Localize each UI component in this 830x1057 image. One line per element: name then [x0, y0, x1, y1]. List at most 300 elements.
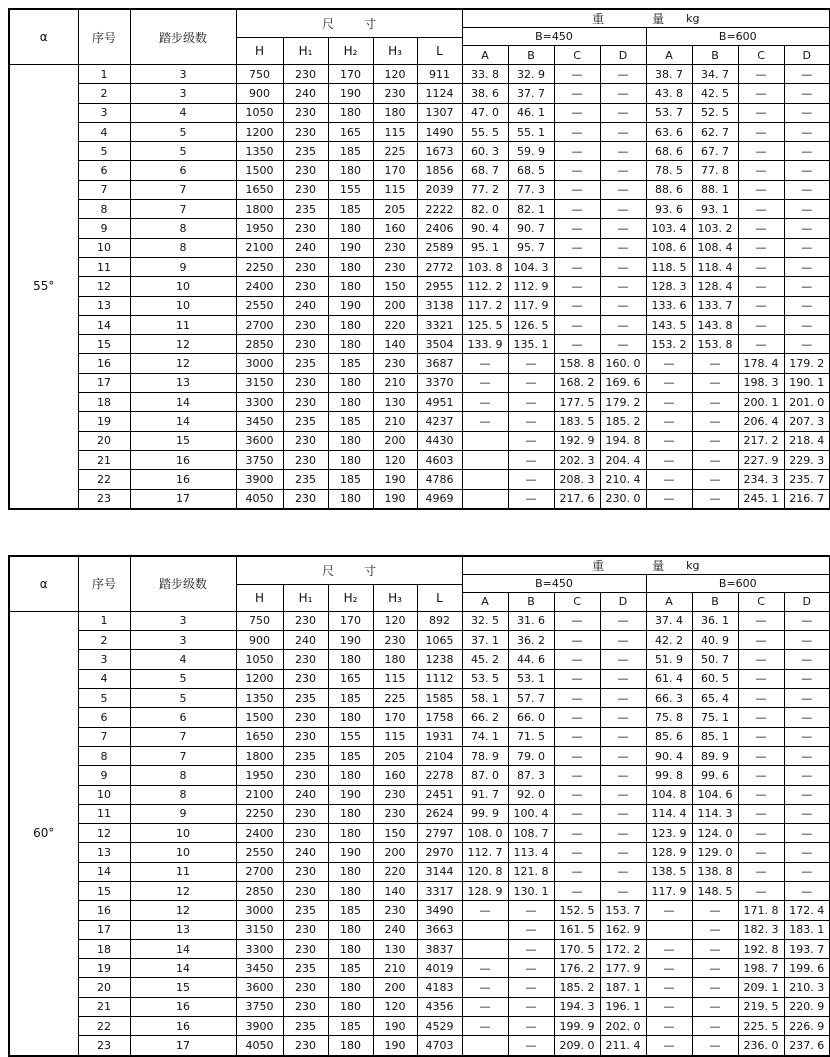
cell-b450-C: — — [554, 200, 600, 219]
cell-b600-C: — — [738, 277, 784, 296]
cell-H2: 180 — [328, 489, 373, 509]
cell-L: 2222 — [417, 200, 462, 219]
table-row — [9, 631, 830, 650]
cell-H3: 230 — [373, 631, 417, 650]
cell-H1: 230 — [283, 997, 328, 1016]
cell-H1: 230 — [283, 122, 328, 141]
cell-H: 1200 — [236, 122, 283, 141]
cell-b450-D: — — [600, 315, 646, 334]
cell-H: 3000 — [236, 354, 283, 373]
cell-steps: 5 — [130, 669, 236, 688]
col-header-b450-C: C — [554, 46, 600, 65]
cell-b450-C: 161. 5 — [554, 920, 600, 939]
cell-b600-D: — — [784, 785, 830, 804]
cell-b450-A: 133. 9 — [462, 335, 508, 354]
cell-H3: 120 — [373, 611, 417, 630]
cell-b450-B: 108. 7 — [508, 824, 554, 843]
cell-H2: 180 — [328, 257, 373, 276]
cell-H: 3450 — [236, 412, 283, 431]
cell-b600-C: 171. 8 — [738, 901, 784, 920]
cell-H1: 230 — [283, 393, 328, 412]
table-row — [9, 296, 830, 315]
cell-steps: 14 — [130, 939, 236, 958]
cell-H1: 240 — [283, 631, 328, 650]
cell-H: 3300 — [236, 393, 283, 412]
cell-b600-C: — — [738, 122, 784, 141]
cell-H: 2100 — [236, 785, 283, 804]
cell-b600-A: 85. 6 — [646, 727, 692, 746]
cell-seq: 1 — [78, 611, 130, 630]
cell-b600-D: — — [784, 180, 830, 199]
group-header-b600: B=600 — [646, 574, 830, 592]
cell-b450-C: — — [554, 708, 600, 727]
col-header-b450-D: D — [600, 592, 646, 611]
cell-steps: 13 — [130, 920, 236, 939]
cell-b450-C: — — [554, 65, 600, 84]
cell-b600-C: 192. 8 — [738, 939, 784, 958]
cell-b450-B: 92. 0 — [508, 785, 554, 804]
cell-b450-A — [462, 1036, 508, 1056]
table-row — [9, 824, 830, 843]
cell-L: 2451 — [417, 785, 462, 804]
cell-b600-C: — — [738, 689, 784, 708]
cell-H: 2100 — [236, 238, 283, 257]
cell-L: 4703 — [417, 1036, 462, 1056]
cell-b600-C: — — [738, 142, 784, 161]
table-row — [9, 450, 830, 469]
cell-H1: 230 — [283, 611, 328, 630]
cell-b600-A: — — [646, 939, 692, 958]
cell-b600-D: 210. 3 — [784, 978, 830, 997]
cell-H3: 230 — [373, 901, 417, 920]
cell-b450-A — [462, 450, 508, 469]
table-row — [9, 103, 830, 122]
cell-steps: 8 — [130, 766, 236, 785]
cell-b450-B: — — [508, 431, 554, 450]
cell-b450-C: 158. 8 — [554, 354, 600, 373]
cell-steps: 9 — [130, 804, 236, 823]
cell-H2: 190 — [328, 785, 373, 804]
col-header-b450-A: A — [462, 592, 508, 611]
cell-H1: 230 — [283, 727, 328, 746]
cell-b450-D: — — [600, 142, 646, 161]
cell-H3: 240 — [373, 920, 417, 939]
cell-b450-C: — — [554, 727, 600, 746]
cell-H1: 235 — [283, 689, 328, 708]
cell-H: 2400 — [236, 824, 283, 843]
cell-b600-B: 133. 7 — [692, 296, 738, 315]
cell-H1: 235 — [283, 200, 328, 219]
cell-steps: 16 — [130, 997, 236, 1016]
cell-H3: 120 — [373, 450, 417, 469]
cell-H: 3900 — [236, 470, 283, 489]
cell-H3: 230 — [373, 257, 417, 276]
cell-L: 892 — [417, 611, 462, 630]
cell-b450-B: — — [508, 939, 554, 958]
cell-b600-B: 148. 5 — [692, 881, 738, 900]
cell-b600-C: 198. 7 — [738, 959, 784, 978]
cell-b450-A: 128. 9 — [462, 881, 508, 900]
cell-seq: 18 — [78, 393, 130, 412]
cell-H3: 115 — [373, 727, 417, 746]
cell-steps: 11 — [130, 862, 236, 881]
cell-steps: 14 — [130, 412, 236, 431]
cell-b600-A: 153. 2 — [646, 335, 692, 354]
cell-b450-B: — — [508, 997, 554, 1016]
cell-b600-A: 66. 3 — [646, 689, 692, 708]
table-row — [9, 257, 830, 276]
cell-b600-C: — — [738, 650, 784, 669]
cell-b600-B: 128. 4 — [692, 277, 738, 296]
cell-b600-B: — — [692, 1036, 738, 1056]
cell-b600-A: 128. 3 — [646, 277, 692, 296]
table-row — [9, 804, 830, 823]
cell-b600-C: 198. 3 — [738, 373, 784, 392]
cell-b450-B: 57. 7 — [508, 689, 554, 708]
cell-seq: 16 — [78, 354, 130, 373]
cell-H3: 200 — [373, 843, 417, 862]
cell-b450-B: 44. 6 — [508, 650, 554, 669]
cell-H2: 155 — [328, 180, 373, 199]
table-row — [9, 393, 830, 412]
cell-H1: 240 — [283, 238, 328, 257]
cell-H: 3450 — [236, 959, 283, 978]
table-row — [9, 997, 830, 1016]
cell-b450-A: 58. 1 — [462, 689, 508, 708]
cell-b450-A: — — [462, 1017, 508, 1036]
cell-H2: 180 — [328, 219, 373, 238]
group-header-weight — [462, 556, 830, 575]
table-row — [9, 277, 830, 296]
cell-b450-C: 185. 2 — [554, 978, 600, 997]
cell-L: 3504 — [417, 335, 462, 354]
cell-H3: 220 — [373, 315, 417, 334]
cell-b450-A: 117. 2 — [462, 296, 508, 315]
cell-b450-A: — — [462, 412, 508, 431]
cell-H3: 220 — [373, 862, 417, 881]
cell-L: 1758 — [417, 708, 462, 727]
table-row — [9, 881, 830, 900]
cell-steps: 15 — [130, 978, 236, 997]
table-row — [9, 315, 830, 334]
cell-H: 1800 — [236, 200, 283, 219]
col-header-b600-C: C — [738, 46, 784, 65]
cell-b600-A: 138. 5 — [646, 862, 692, 881]
alpha-value: 60° — [9, 611, 78, 1055]
header-row — [9, 556, 830, 575]
cell-L: 4183 — [417, 978, 462, 997]
cell-b600-C: — — [738, 843, 784, 862]
cell-b600-B: 42. 5 — [692, 84, 738, 103]
table-row — [9, 1036, 830, 1056]
cell-H2: 185 — [328, 959, 373, 978]
cell-H1: 230 — [283, 103, 328, 122]
cell-H: 3750 — [236, 997, 283, 1016]
dim-title-char2: 寸 — [364, 17, 377, 31]
cell-H: 900 — [236, 631, 283, 650]
cell-steps: 3 — [130, 631, 236, 650]
cell-b600-A: 43. 8 — [646, 84, 692, 103]
cell-H: 1200 — [236, 669, 283, 688]
cell-b600-C: 219. 5 — [738, 997, 784, 1016]
cell-b600-D: 179. 2 — [784, 354, 830, 373]
cell-b600-D: — — [784, 335, 830, 354]
cell-H1: 230 — [283, 1036, 328, 1056]
table-row — [9, 412, 830, 431]
cell-b450-B: — — [508, 393, 554, 412]
cell-seq: 19 — [78, 959, 130, 978]
cell-H: 750 — [236, 65, 283, 84]
col-header-H: H — [236, 38, 283, 65]
cell-b600-D: 172. 4 — [784, 901, 830, 920]
cell-b600-C: — — [738, 669, 784, 688]
cell-b450-A: 78. 9 — [462, 746, 508, 765]
cell-H2: 170 — [328, 65, 373, 84]
cell-b600-B: 143. 8 — [692, 315, 738, 334]
col-header-H2: H₂ — [328, 38, 373, 65]
cell-b600-C: — — [738, 65, 784, 84]
cell-b600-A: 51. 9 — [646, 650, 692, 669]
cell-steps: 10 — [130, 277, 236, 296]
cell-seq: 3 — [78, 650, 130, 669]
cell-b450-A: 47. 0 — [462, 103, 508, 122]
group-header-dimensions — [236, 9, 462, 38]
cell-b600-D: — — [784, 277, 830, 296]
cell-b600-D: — — [784, 238, 830, 257]
cell-b450-A: 55. 5 — [462, 122, 508, 141]
cell-H3: 210 — [373, 959, 417, 978]
table-row — [9, 431, 830, 450]
spec-table-55deg — [8, 8, 830, 510]
table-row — [9, 200, 830, 219]
col-header-H: H — [236, 584, 283, 611]
cell-H1: 240 — [283, 843, 328, 862]
cell-L: 1490 — [417, 122, 462, 141]
cell-b450-C: 176. 2 — [554, 959, 600, 978]
dim-title-char2: 寸 — [364, 563, 377, 578]
cell-b600-A: — — [646, 431, 692, 450]
cell-H: 3600 — [236, 431, 283, 450]
cell-H2: 180 — [328, 650, 373, 669]
cell-b600-D: — — [784, 122, 830, 141]
cell-L: 3370 — [417, 373, 462, 392]
cell-b450-A: 68. 7 — [462, 161, 508, 180]
table-row — [9, 180, 830, 199]
cell-b450-B: 46. 1 — [508, 103, 554, 122]
table-row — [9, 766, 830, 785]
cell-b600-B: 88. 1 — [692, 180, 738, 199]
cell-H1: 230 — [283, 431, 328, 450]
cell-L: 911 — [417, 65, 462, 84]
cell-H: 3000 — [236, 901, 283, 920]
cell-H: 3600 — [236, 978, 283, 997]
cell-seq: 19 — [78, 412, 130, 431]
table-row — [9, 1017, 830, 1036]
cell-b450-C: — — [554, 611, 600, 630]
cell-seq: 21 — [78, 997, 130, 1016]
cell-H3: 170 — [373, 708, 417, 727]
cell-b450-C: 199. 9 — [554, 1017, 600, 1036]
cell-steps: 5 — [130, 142, 236, 161]
group-header-b450: B=450 — [462, 28, 646, 46]
cell-L: 2039 — [417, 180, 462, 199]
cell-b450-B: 117. 9 — [508, 296, 554, 315]
col-header-b600-D: D — [784, 46, 830, 65]
cell-b600-B: — — [692, 393, 738, 412]
cell-b450-A: 82. 0 — [462, 200, 508, 219]
cell-b450-D: — — [600, 669, 646, 688]
cell-b450-A: — — [462, 393, 508, 412]
cell-b600-C: — — [738, 103, 784, 122]
cell-b600-A: — — [646, 978, 692, 997]
cell-H2: 170 — [328, 611, 373, 630]
cell-b450-A — [462, 920, 508, 939]
cell-b600-D: 190. 1 — [784, 373, 830, 392]
cell-seq: 2 — [78, 84, 130, 103]
cell-b600-C: — — [738, 727, 784, 746]
cell-H: 900 — [236, 84, 283, 103]
cell-b450-C: — — [554, 746, 600, 765]
cell-L: 3687 — [417, 354, 462, 373]
cell-L: 1856 — [417, 161, 462, 180]
cell-H: 2400 — [236, 277, 283, 296]
cell-b450-C: — — [554, 669, 600, 688]
cell-b450-B: 135. 1 — [508, 335, 554, 354]
cell-steps: 12 — [130, 901, 236, 920]
cell-H2: 180 — [328, 393, 373, 412]
cell-b450-C: — — [554, 84, 600, 103]
cell-b600-C: 225. 5 — [738, 1017, 784, 1036]
cell-b600-C: — — [738, 257, 784, 276]
table-row — [9, 727, 830, 746]
cell-H: 3150 — [236, 920, 283, 939]
cell-b450-C: 192. 9 — [554, 431, 600, 450]
cell-b600-D: — — [784, 142, 830, 161]
cell-seq: 11 — [78, 804, 130, 823]
cell-H1: 230 — [283, 180, 328, 199]
cell-b450-A: 120. 8 — [462, 862, 508, 881]
cell-b450-C: — — [554, 315, 600, 334]
cell-steps: 7 — [130, 180, 236, 199]
cell-b600-A: 93. 6 — [646, 200, 692, 219]
col-header-b600-C: C — [738, 592, 784, 611]
col-header-H2: H₂ — [328, 584, 373, 611]
cell-b600-C: — — [738, 219, 784, 238]
cell-H: 2250 — [236, 257, 283, 276]
cell-b450-A: 60. 3 — [462, 142, 508, 161]
cell-H: 1050 — [236, 650, 283, 669]
cell-seq: 5 — [78, 689, 130, 708]
cell-b600-B: 124. 0 — [692, 824, 738, 843]
cell-b600-C: — — [738, 238, 784, 257]
cell-b600-D: — — [784, 746, 830, 765]
cell-b450-C: — — [554, 103, 600, 122]
cell-H: 3150 — [236, 373, 283, 392]
cell-H3: 230 — [373, 84, 417, 103]
table-row — [9, 708, 830, 727]
cell-H3: 200 — [373, 296, 417, 315]
cell-b450-D: — — [600, 257, 646, 276]
col-header-L: L — [417, 584, 462, 611]
cell-steps: 7 — [130, 746, 236, 765]
cell-L: 2406 — [417, 219, 462, 238]
cell-H2: 185 — [328, 200, 373, 219]
cell-seq: 13 — [78, 843, 130, 862]
alpha-value: 55° — [9, 65, 78, 509]
cell-b600-B: 36. 1 — [692, 611, 738, 630]
cell-b600-B: 67. 7 — [692, 142, 738, 161]
cell-seq: 7 — [78, 180, 130, 199]
dim-title-char1: 尺 — [322, 563, 335, 578]
cell-b600-D: — — [784, 669, 830, 688]
cell-steps: 7 — [130, 727, 236, 746]
cell-b450-C: — — [554, 219, 600, 238]
cell-b600-B: 99. 6 — [692, 766, 738, 785]
cell-H: 2850 — [236, 335, 283, 354]
cell-b600-D: — — [784, 766, 830, 785]
cell-L: 2104 — [417, 746, 462, 765]
cell-H3: 200 — [373, 978, 417, 997]
table-row — [9, 611, 830, 630]
cell-b600-B: 50. 7 — [692, 650, 738, 669]
cell-L: 4969 — [417, 489, 462, 509]
cell-b450-C: — — [554, 335, 600, 354]
cell-L: 4529 — [417, 1017, 462, 1036]
table-row — [9, 689, 830, 708]
cell-b450-D: 210. 4 — [600, 470, 646, 489]
cell-b600-D: — — [784, 727, 830, 746]
group-header-b450: B=450 — [462, 574, 646, 592]
cell-H2: 180 — [328, 431, 373, 450]
col-header-alpha: α — [9, 556, 78, 612]
cell-b450-C: — — [554, 881, 600, 900]
cell-b450-B: — — [508, 978, 554, 997]
cell-H: 3900 — [236, 1017, 283, 1036]
cell-b450-D: 185. 2 — [600, 412, 646, 431]
cell-b600-B: 108. 4 — [692, 238, 738, 257]
cell-b450-C: — — [554, 142, 600, 161]
cell-L: 4786 — [417, 470, 462, 489]
cell-seq: 23 — [78, 489, 130, 509]
cell-b450-C: 168. 2 — [554, 373, 600, 392]
cell-seq: 5 — [78, 142, 130, 161]
cell-b450-B: 82. 1 — [508, 200, 554, 219]
cell-H3: 200 — [373, 431, 417, 450]
cell-H1: 230 — [283, 862, 328, 881]
cell-b600-A: 103. 4 — [646, 219, 692, 238]
cell-H1: 240 — [283, 785, 328, 804]
cell-b450-A: 32. 5 — [462, 611, 508, 630]
cell-seq: 2 — [78, 631, 130, 650]
cell-b600-A: 88. 6 — [646, 180, 692, 199]
cell-seq: 1 — [78, 65, 130, 84]
cell-b450-A: 37. 1 — [462, 631, 508, 650]
cell-b450-C: — — [554, 843, 600, 862]
cell-b450-B: — — [508, 959, 554, 978]
cell-steps: 10 — [130, 296, 236, 315]
cell-b450-D: 172. 2 — [600, 939, 646, 958]
cell-b450-D: — — [600, 238, 646, 257]
cell-b450-C: — — [554, 824, 600, 843]
cell-b450-A: 74. 1 — [462, 727, 508, 746]
table-row — [9, 161, 830, 180]
cell-H1: 230 — [283, 489, 328, 509]
cell-L: 4951 — [417, 393, 462, 412]
cell-steps: 3 — [130, 84, 236, 103]
table-row — [9, 335, 830, 354]
col-header-L: L — [417, 38, 462, 65]
col-header-H3: H₃ — [373, 584, 417, 611]
